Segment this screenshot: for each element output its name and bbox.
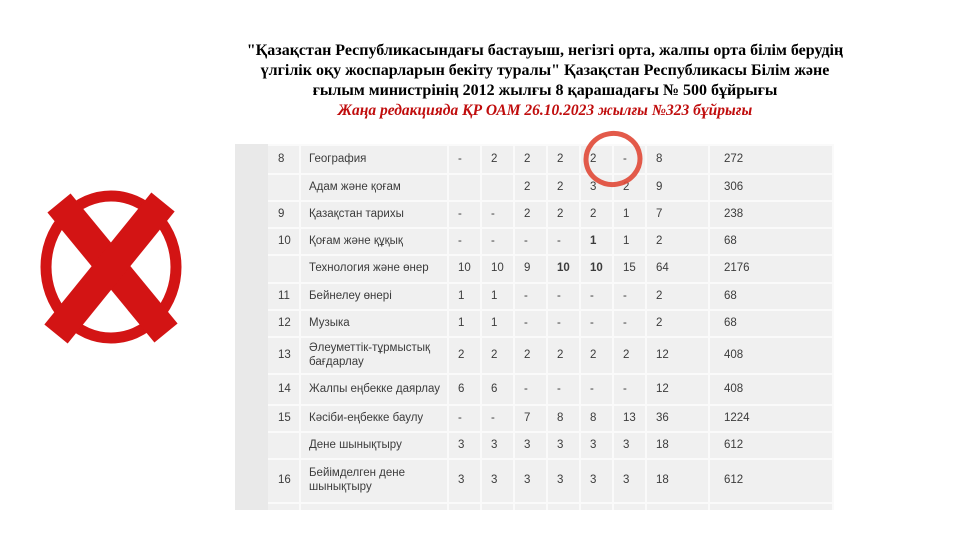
grade-hours-cell: 2 <box>581 338 614 375</box>
grade-hours-cell: - <box>614 375 647 406</box>
grade-hours-cell <box>449 175 482 202</box>
table-row <box>268 375 834 406</box>
empty-cell <box>449 504 482 510</box>
grade-hours-cell: 1 <box>614 229 647 256</box>
grade-hours-cell: 7 <box>515 406 548 433</box>
table-row <box>268 433 834 460</box>
grade-hours-cell: 2 <box>548 338 581 375</box>
table-row <box>268 338 834 375</box>
grade-hours-cell <box>482 175 515 202</box>
row-number: 10 <box>268 229 301 256</box>
grade-hours-cell: 1 <box>482 284 515 311</box>
grade-hours-cell: - <box>515 311 548 338</box>
yearly-hours-cell: 1224 <box>710 406 834 433</box>
row-number: 14 <box>268 375 301 406</box>
row-number: 12 <box>268 311 301 338</box>
grade-hours-cell: 10 <box>482 256 515 284</box>
grade-hours-cell: 2 <box>449 338 482 375</box>
grade-hours-cell: 3 <box>482 460 515 504</box>
yearly-hours-cell: 2176 <box>710 256 834 284</box>
rejected-cross-stamp-icon <box>36 188 186 346</box>
grade-hours-cell: 8 <box>548 406 581 433</box>
weekly-total-cell: 12 <box>647 338 710 375</box>
empty-cell <box>515 504 548 510</box>
grade-hours-cell: 2 <box>548 146 581 175</box>
title-line: ғылым министрінің 2012 жылғы 8 қарашадағы № 500 бұйрығы <box>312 82 778 99</box>
yearly-hours-cell: 612 <box>710 433 834 460</box>
grade-hours-cell: 3 <box>548 460 581 504</box>
grade-hours-cell: 9 <box>515 256 548 284</box>
grade-hours-cell: 1 <box>581 229 614 256</box>
grade-hours-cell: 2 <box>548 175 581 202</box>
row-number: 16 <box>268 460 301 504</box>
title-line: үлгілік оқу жоспарларын бекіту туралы" Қазақстан Республикасы Білім және <box>260 62 830 79</box>
empty-cell <box>301 504 449 510</box>
grade-hours-cell: 1 <box>449 311 482 338</box>
grade-hours-cell: 2 <box>515 146 548 175</box>
grade-hours-cell: 2 <box>515 175 548 202</box>
table-row <box>268 284 834 311</box>
table-row <box>268 311 834 338</box>
grade-hours-cell: - <box>515 375 548 406</box>
grade-hours-cell: 2 <box>614 175 647 202</box>
grade-hours-cell: - <box>515 284 548 311</box>
title-line: "Қазақстан Республикасындағы бастауыш, негізгі орта, жалпы орта білім берудің <box>246 42 844 59</box>
weekly-total-cell: 2 <box>647 229 710 256</box>
empty-cell <box>710 504 834 510</box>
weekly-total-cell: 7 <box>647 202 710 229</box>
table-row-partial <box>268 504 834 510</box>
empty-cell <box>548 504 581 510</box>
grade-hours-cell: - <box>548 284 581 311</box>
grade-hours-cell: - <box>548 229 581 256</box>
subject-name: Жалпы еңбекке даярлау <box>301 375 449 406</box>
table-row <box>268 460 834 504</box>
grade-hours-cell: 3 <box>614 433 647 460</box>
table-row <box>268 146 834 175</box>
subject-name: Қоғам және құқық <box>301 229 449 256</box>
empty-cell <box>482 504 515 510</box>
subject-name: Қазақстан тарихы <box>301 202 449 229</box>
grade-hours-cell: 3 <box>581 433 614 460</box>
grade-hours-cell: 10 <box>581 256 614 284</box>
grade-hours-cell: - <box>581 311 614 338</box>
grade-hours-cell: 2 <box>515 338 548 375</box>
yearly-hours-cell: 306 <box>710 175 834 202</box>
grade-hours-cell: - <box>515 229 548 256</box>
yearly-hours-cell: 272 <box>710 146 834 175</box>
empty-cell <box>647 504 710 510</box>
table-row <box>268 256 834 284</box>
subject-name: Технология және өнер <box>301 256 449 284</box>
table-row <box>268 175 834 202</box>
row-number: 13 <box>268 338 301 375</box>
grade-hours-cell: 3 <box>581 460 614 504</box>
row-number <box>268 433 301 460</box>
grade-hours-cell: - <box>449 146 482 175</box>
grade-hours-cell: 10 <box>449 256 482 284</box>
yearly-hours-cell: 68 <box>710 284 834 311</box>
grade-hours-cell: - <box>449 202 482 229</box>
yearly-hours-cell: 238 <box>710 202 834 229</box>
grade-hours-cell: - <box>548 311 581 338</box>
subject-name: Кәсіби-еңбекке баулу <box>301 406 449 433</box>
grade-hours-cell: 3 <box>449 460 482 504</box>
weekly-total-cell: 18 <box>647 460 710 504</box>
grade-hours-cell: 2 <box>482 146 515 175</box>
empty-cell <box>268 504 301 510</box>
grade-hours-cell: - <box>581 375 614 406</box>
grade-hours-cell: 2 <box>581 202 614 229</box>
row-number <box>268 256 301 284</box>
grade-hours-cell: - <box>614 311 647 338</box>
weekly-total-cell: 18 <box>647 433 710 460</box>
yearly-hours-cell: 68 <box>710 229 834 256</box>
table-row <box>268 202 834 229</box>
subject-name: Адам және қоғам <box>301 175 449 202</box>
grade-hours-cell: - <box>482 202 515 229</box>
yearly-hours-cell: 408 <box>710 338 834 375</box>
grade-hours-cell: 3 <box>614 460 647 504</box>
schedule-table <box>268 144 834 510</box>
row-number <box>268 175 301 202</box>
empty-cell <box>581 504 614 510</box>
table-left-margin <box>235 144 268 510</box>
grade-hours-cell: 2 <box>515 202 548 229</box>
subject-name: Әлеуметтік-тұрмыстық бағдарлау <box>301 338 449 375</box>
row-number: 9 <box>268 202 301 229</box>
title-block <box>145 41 945 121</box>
grade-hours-cell: 2 <box>581 146 614 175</box>
grade-hours-cell: 10 <box>548 256 581 284</box>
weekly-total-cell: 2 <box>647 311 710 338</box>
yearly-hours-cell: 612 <box>710 460 834 504</box>
weekly-total-cell: 8 <box>647 146 710 175</box>
grade-hours-cell: 15 <box>614 256 647 284</box>
grade-hours-cell: - <box>581 284 614 311</box>
grade-hours-cell: - <box>482 406 515 433</box>
grade-hours-cell: 13 <box>614 406 647 433</box>
weekly-total-cell: 9 <box>647 175 710 202</box>
weekly-total-cell: 64 <box>647 256 710 284</box>
table-row <box>268 229 834 256</box>
grade-hours-cell: 6 <box>482 375 515 406</box>
row-number: 11 <box>268 284 301 311</box>
grade-hours-cell: - <box>548 375 581 406</box>
grade-hours-cell: 6 <box>449 375 482 406</box>
grade-hours-cell: 3 <box>449 433 482 460</box>
subject-name: География <box>301 146 449 175</box>
grade-hours-cell: 2 <box>482 338 515 375</box>
subject-name: Бейімделген дене шынықтыру <box>301 460 449 504</box>
grade-hours-cell: 1 <box>482 311 515 338</box>
grade-hours-cell: - <box>449 229 482 256</box>
empty-cell <box>614 504 647 510</box>
grade-hours-cell: - <box>482 229 515 256</box>
weekly-total-cell: 2 <box>647 284 710 311</box>
grade-hours-cell: 3 <box>548 433 581 460</box>
row-number: 8 <box>268 146 301 175</box>
yearly-hours-cell: 408 <box>710 375 834 406</box>
grade-hours-cell: 3 <box>581 175 614 202</box>
grade-hours-cell: 3 <box>515 460 548 504</box>
table-row <box>268 406 834 433</box>
grade-hours-cell: 1 <box>449 284 482 311</box>
grade-hours-cell: 3 <box>515 433 548 460</box>
grade-hours-cell: - <box>614 146 647 175</box>
grade-hours-cell: - <box>614 284 647 311</box>
grade-hours-cell: - <box>449 406 482 433</box>
weekly-total-cell: 12 <box>647 375 710 406</box>
yearly-hours-cell: 68 <box>710 311 834 338</box>
curriculum-table-screenshot <box>235 144 852 510</box>
grade-hours-cell: 3 <box>482 433 515 460</box>
grade-hours-cell: 8 <box>581 406 614 433</box>
subject-name: Дене шынықтыру <box>301 433 449 460</box>
subject-name: Бейнелеу өнері <box>301 284 449 311</box>
row-number: 15 <box>268 406 301 433</box>
grade-hours-cell: 2 <box>614 338 647 375</box>
subtitle-amendment: Жаңа редакцияда ҚР ОАМ 26.10.2023 жылғы №323 бұйрығы <box>337 102 753 119</box>
subject-name: Музыка <box>301 311 449 338</box>
grade-hours-cell: 2 <box>548 202 581 229</box>
weekly-total-cell: 36 <box>647 406 710 433</box>
grade-hours-cell: 1 <box>614 202 647 229</box>
